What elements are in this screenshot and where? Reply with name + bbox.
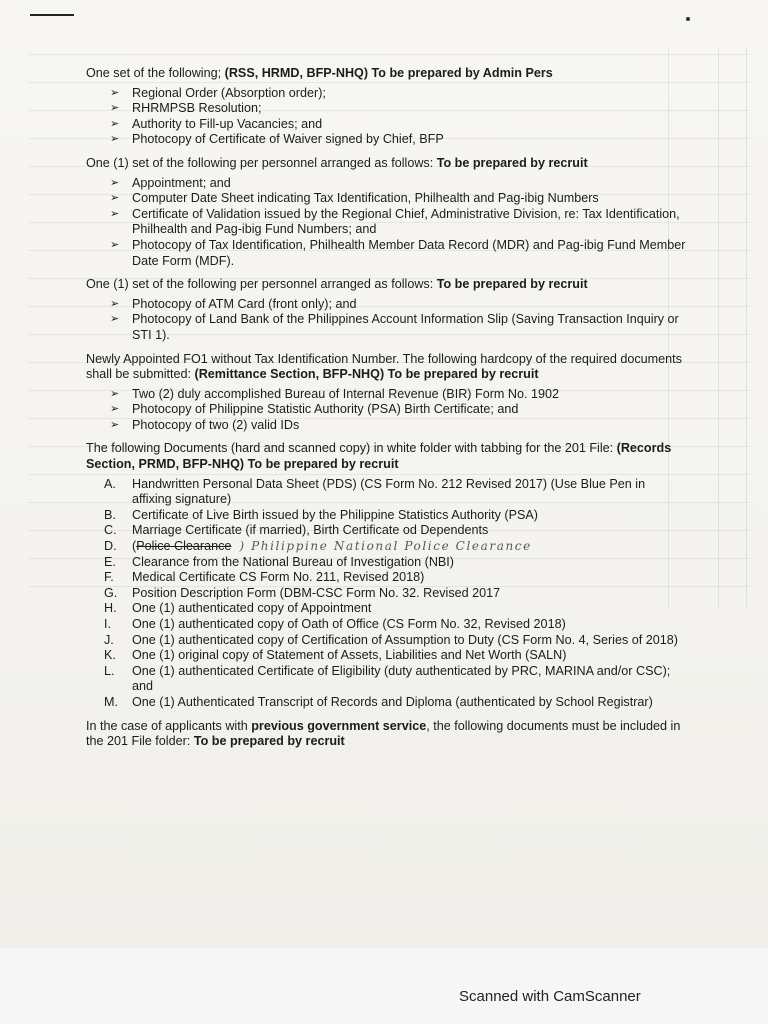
arrow-bullet-icon: ➢	[110, 403, 120, 416]
section-remittance	[86, 352, 686, 434]
bullet-list	[86, 297, 686, 344]
arrow-bullet-icon: ➢	[110, 192, 120, 205]
list-item: H. One (1) authenticated copy of Appointment	[104, 601, 372, 616]
list-item: C. Marriage Certificate (if married), Birth Certificate od Dependents	[104, 523, 489, 538]
document-body	[86, 66, 686, 750]
arrow-bullet-icon: ➢	[110, 117, 120, 130]
list-item: A. Handwritten Personal Data Sheet (PDS) (CS Form No. 212 Revised 2017) (Use Blue Pen in affixing signature)	[104, 476, 646, 507]
arrow-bullet-icon: ➢	[110, 387, 120, 400]
arrow-bullet-icon: ➢	[110, 133, 120, 146]
list-item: D. (Police Clearance ) Philippine National Police Clearance	[104, 539, 532, 554]
list-item: ➢ Authority to Fill-up Vacancies; and	[110, 116, 323, 131]
top-edge-line	[30, 14, 74, 16]
section-heading: One (1) set of the following per personnel arranged as follows: To be prepared by recruit	[86, 277, 588, 292]
section-heading: One set of the following; (RSS, HRMD, BFP-NHQ) To be prepared by Admin Pers	[86, 66, 553, 80]
section-personnel-1	[86, 156, 686, 269]
lettered-list	[86, 477, 686, 711]
arrow-bullet-icon: ➢	[110, 238, 120, 251]
arrow-bullet-icon: ➢	[110, 176, 120, 189]
arrow-bullet-icon: ➢	[110, 297, 120, 310]
bullet-list	[86, 176, 686, 270]
list-item: ➢ RHRMPSB Resolution;	[110, 101, 262, 116]
scan-footer-band	[0, 948, 768, 1024]
list-item: B. Certificate of Live Birth issued by the Philippine Statistics Authority (PSA)	[104, 507, 538, 522]
section-heading: Newly Appointed FO1 without Tax Identification Number. The following hardcopy of the required documents shall be submitted: (Remittance Section, BFP-NHQ) To be prepared by recruit	[86, 351, 682, 382]
struck-text: Police Clearance	[136, 539, 232, 554]
list-item: ➢ Photocopy of ATM Card (front only); and	[110, 296, 357, 311]
handwritten-note: ) Philippine National Police Clearance	[239, 539, 532, 554]
list-item: ➢ Photocopy of Certificate of Waiver signed by Chief, BFP	[110, 132, 444, 147]
section-heading: One (1) set of the following per personnel arranged as follows: To be prepared by recruit	[86, 155, 588, 170]
list-item: ➢ Computer Date Sheet indicating Tax Identification, Philhealth and Pag-ibig Numbers	[110, 191, 599, 206]
closing-paragraph: In the case of applicants with previous government service, the following documents must be included in the 201 File folder: To be prepared by recruit	[86, 718, 681, 749]
list-item: I. One (1) authenticated copy of Oath of Office (CS Form No. 32, Revised 2018)	[104, 617, 566, 631]
section-heading: The following Documents (hard and scanned copy) in white folder with tabbing for the 201 File: (Records Section, PRMD, BFP-NHQ) To be prepared by recruit	[86, 441, 672, 472]
list-item: E. Clearance from the National Bureau of Investigation (NBI)	[104, 554, 455, 569]
section-personnel-2	[86, 277, 686, 343]
list-item: ➢ Photocopy of Land Bank of the Philippines Account Information Slip (Saving Transaction Inquiry or STI 1).	[110, 312, 679, 342]
list-item: ➢ Photocopy of Philippine Statistic Authority (PSA) Birth Certificate; and	[110, 402, 519, 417]
list-item: K. One (1) original copy of Statement of Assets, Liabilities and Net Worth (SALN)	[104, 648, 567, 663]
list-item: ➢ Two (2) duly accomplished Bureau of Internal Revenue (BIR) Form No. 1902	[110, 386, 559, 401]
list-item: ➢ Photocopy of Tax Identification, Philhealth Member Data Record (MDR) and Pag-ibig Fund Member Date Form (MDF).	[110, 237, 686, 268]
arrow-bullet-icon: ➢	[110, 102, 120, 115]
camscanner-watermark: Scanned with CamScanner	[459, 988, 641, 1005]
bullet-list	[86, 86, 686, 148]
section-admin-pers	[86, 66, 686, 148]
list-item: J. One (1) authenticated copy of Certification of Assumption to Duty (CS Form No. 4, Series of 2018)	[104, 632, 678, 647]
list-item: ➢ Appointment; and	[110, 175, 231, 190]
bullet-list	[86, 387, 686, 434]
arrow-bullet-icon: ➢	[110, 86, 120, 99]
arrow-bullet-icon: ➢	[110, 207, 120, 220]
list-item: ➢ Regional Order (Absorption order);	[110, 85, 326, 100]
list-item: F. Medical Certificate CS Form No. 211, Revised 2018)	[104, 570, 425, 585]
list-item: ➢ Photocopy of two (2) valid IDs	[110, 417, 300, 432]
list-item: M. One (1) Authenticated Transcript of Records and Diploma (authenticated by School Registrar)	[104, 694, 653, 709]
section-201-file	[86, 441, 686, 710]
arrow-bullet-icon: ➢	[110, 418, 120, 431]
arrow-bullet-icon: ➢	[110, 313, 120, 326]
list-item: L. One (1) authenticated Certificate of Eligibility (duty authenticated by PRC, MARINA and/or CSC); and	[104, 663, 671, 694]
list-item: ➢ Certificate of Validation issued by the Regional Chief, Administrative Division, re: Tax Identification, Philhealth and Pag-ibig Fund Numbers; and	[110, 206, 680, 237]
list-item: G. Position Description Form (DBM-CSC Form No. 32. Revised 2017	[104, 585, 501, 600]
ink-dot	[686, 17, 690, 21]
